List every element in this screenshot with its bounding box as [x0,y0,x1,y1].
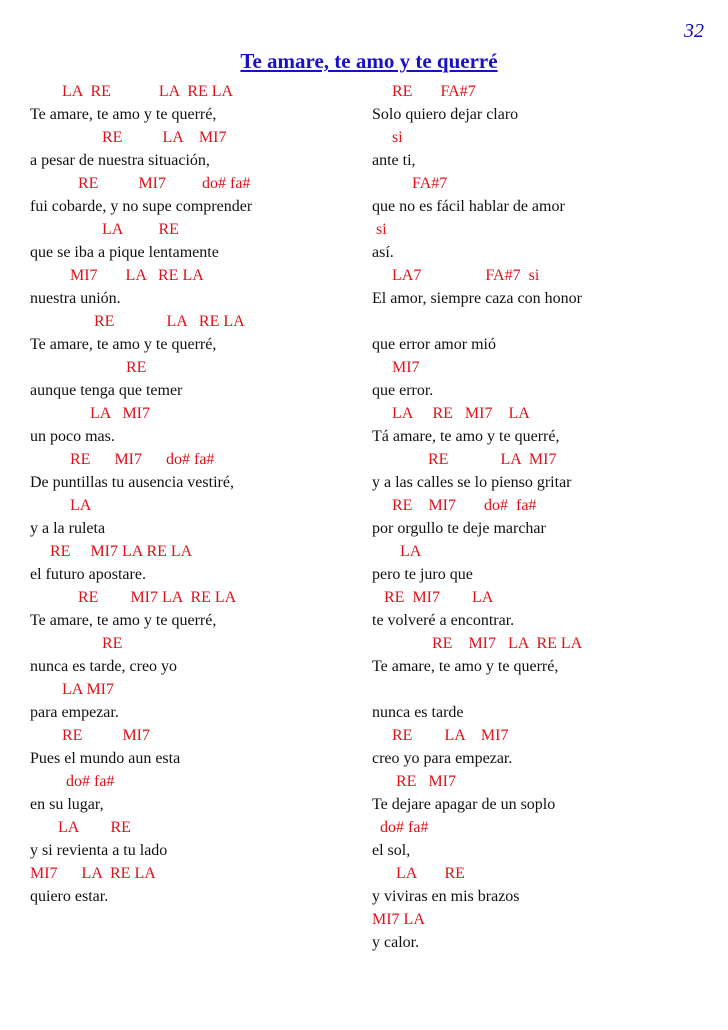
chord-line: LA MI7 [30,681,114,698]
lyric-line: Te amare, te amo y te querré, [30,106,217,123]
lyric-line: así. [372,244,394,261]
chord-line: RE LA MI7 [30,129,227,146]
lyric-line: Te amare, te amo y te querré, [372,658,559,675]
lyric-line: Te amare, te amo y te querré, [30,612,217,629]
lyric-line: nuestra unión. [30,290,121,307]
chord-line: MI7 LA RE LA [30,267,204,284]
lyric-line: creo yo para empezar. [372,750,513,767]
chord-line: LA RE MI7 LA [372,405,530,422]
song-title: Te amare, te amo y te querré [240,49,498,73]
chord-line: LA [372,543,422,560]
chord-line: FA#7 [372,175,448,192]
chord-line: do# fa# [30,773,115,790]
chord-line: RE [30,359,147,376]
lyric-line: Solo quiero dejar claro [372,106,519,123]
chord-line: LA7 FA#7 si [372,267,540,284]
chord-line: si [372,129,403,146]
lyric-line: Pues el mundo aun esta [30,750,181,767]
lyric-line: fui cobarde, y no supe comprender [30,198,253,215]
lyric-line: De puntillas tu ausencia vestiré, [30,474,234,491]
lyric-line: para empezar. [30,704,119,721]
chord-line: LA RE LA RE LA [30,83,234,100]
lyric-line: a pesar de nuestra situación, [30,152,210,169]
page-number: 32 [684,20,704,42]
lyric-line: que error. [372,382,434,399]
chord-line: LA MI7 [30,405,150,422]
chord-line: MI7 LA [372,911,425,928]
chord-line: RE LA MI7 [372,727,509,744]
lyric-line: pero te juro que [372,566,473,583]
chord-line: RE MI7 LA RE LA [30,589,237,606]
lyric-line: y calor. [372,934,420,951]
chord-line: MI7 [372,359,420,376]
chord-line: RE MI7 [372,773,456,790]
chord-line: RE MI7 do# fa# [30,175,251,192]
lyric-line: el futuro apostare. [30,566,146,583]
chord-line: RE MI7 [30,727,150,744]
lyric-line: y si revienta a tu lado [30,842,168,859]
chord-line: RE MI7 LA RE LA [372,635,583,652]
chord-line: RE MI7 do# fa# [372,497,537,514]
lyric-line: y a la ruleta [30,520,106,537]
lyric-line: el sol, [372,842,411,859]
chord-line: RE LA MI7 [372,451,557,468]
lyric-line: Te dejare apagar de un soplo [372,796,556,813]
right-column [372,80,712,954]
chord-line: LA RE [372,865,465,882]
chord-line: LA [30,497,92,514]
lyric-line: que no es fácil hablar de amor [372,198,565,215]
chord-line [372,678,712,701]
lyric-line: nunca es tarde [372,704,464,721]
chord-line: RE LA RE LA [30,313,245,330]
lyric-line: aunque tenga que temer [30,382,183,399]
chord-line: RE [30,635,123,652]
chord-line: LA RE [30,221,179,238]
chord-line: RE MI7 do# fa# [30,451,215,468]
chord-line: LA RE [30,819,131,836]
lyric-line: y viviras en mis brazos [372,888,520,905]
lyric-line: ante ti, [372,152,416,169]
chord-line: MI7 LA RE LA [30,865,156,882]
lyric-line: que error amor mió [372,336,496,353]
lyric-line: que se iba a pique lentamente [30,244,219,261]
chord-line: RE FA#7 [372,83,476,100]
lyric-line: nunca es tarde, creo yo [30,658,178,675]
lyric-line: El amor, siempre caza con honor [372,290,582,307]
lyric-line: te volveré a encontrar. [372,612,515,629]
lyric-line: por orgullo te deje marchar [372,520,546,537]
lyric-line: un poco mas. [30,428,115,445]
chord-line: RE MI7 LA [372,589,494,606]
lyric-line: Tá amare, te amo y te querré, [372,428,560,445]
chord-line: si [372,221,387,238]
lyric-line: quiero estar. [30,888,109,905]
chord-line: do# fa# [372,819,429,836]
chord-line: RE MI7 LA RE LA [30,543,193,560]
lyric-line: en su lugar, [30,796,104,813]
lyric-line: y a las calles se lo pienso gritar [372,474,572,491]
chord-line [372,310,712,333]
lyric-line: Te amare, te amo y te querré, [30,336,217,353]
left-column [30,80,360,908]
